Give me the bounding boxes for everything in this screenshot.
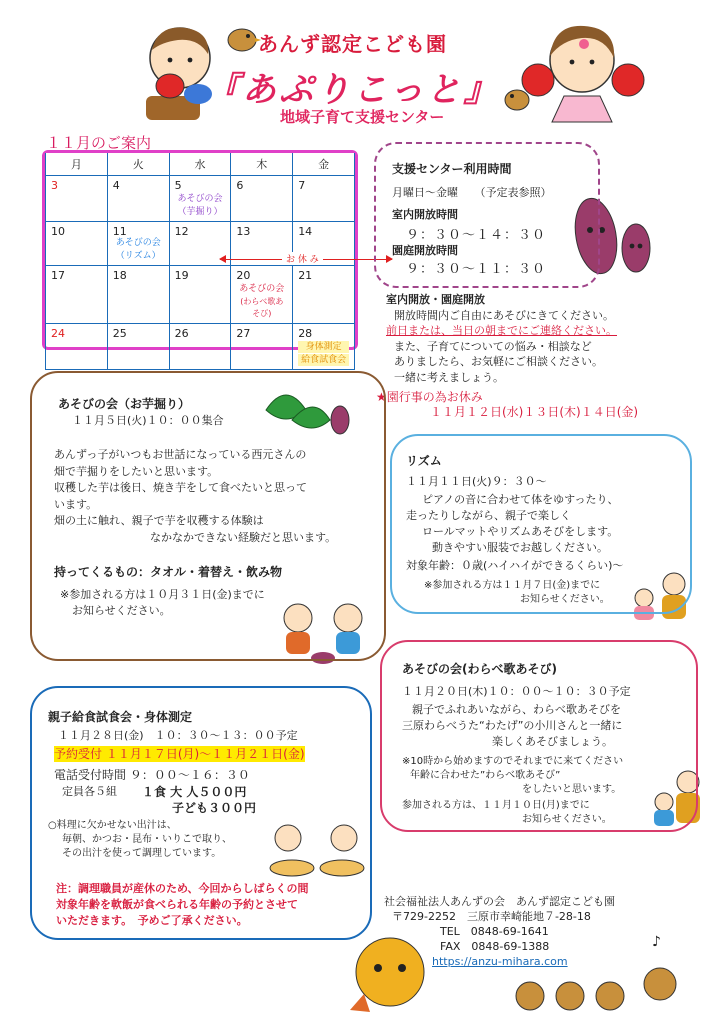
calendar-cell	[46, 221, 108, 265]
day-number: 4	[112, 178, 120, 192]
day-number: 6	[236, 178, 244, 192]
closure-arrow	[220, 252, 392, 266]
body-line: 収穫した芋は後日、焼き芋をして食べたいと思って	[54, 481, 307, 494]
rizumu-body: ピアノの音に合わせて体をゆすったり、	[422, 493, 619, 506]
open-info	[386, 292, 617, 385]
lunch-warning: いただきます。 予めご了承ください。	[56, 914, 248, 927]
support-title: 支援センター利用時間	[392, 162, 512, 176]
lunch-datetime: １１月２８日(金) １０：３０～１３：００予定	[58, 729, 298, 742]
weekday-mon: 月	[46, 153, 108, 175]
warabe-body: 三原わらべうた“わたげ”の小川さんと一緒に	[402, 719, 623, 732]
lunch-title: 親子給食試食会・身体測定	[48, 710, 193, 724]
body-line: 畑の土に触れ、親子で芋を収穫する体験は	[54, 514, 264, 527]
day-number: 14	[298, 224, 313, 238]
day-number: 10	[51, 224, 65, 238]
imohori-bring: 持ってくるもの：タオル・着替え・飲み物	[54, 565, 283, 579]
day-number: 12	[174, 224, 189, 238]
garden-label: 園庭開放時間	[392, 244, 458, 257]
open-line: ありましたら、お気軽にご相談ください。	[394, 355, 603, 368]
lunch-price-adult: １食 大 人５００円	[142, 785, 247, 799]
closure-notice-title: ★園行事の為お休み	[376, 390, 483, 404]
imohori-datetime: １１月５日(火)１０：００集合	[72, 414, 224, 427]
footer	[384, 894, 615, 969]
calendar-cell	[231, 265, 293, 323]
open-line: 一緒に考えましょう。	[394, 370, 504, 384]
day-number: 21	[298, 268, 313, 282]
calendar-cell	[46, 265, 108, 323]
weekday-thu: 木	[231, 153, 293, 175]
event-label: あそびの会	[239, 283, 285, 294]
calendar-cell	[107, 265, 169, 323]
open-contact-note: 前日または、当日の朝までにご連絡ください。	[386, 324, 617, 337]
bird-icon	[222, 22, 262, 56]
footer-url-link[interactable]: https://anzu-mihara.com	[432, 955, 568, 968]
closure-label: お 休 み	[282, 252, 323, 265]
open-line: 開放時間内ご自由にあそびにきてください。	[394, 308, 614, 322]
calendar-title: １１月のご案内	[46, 134, 152, 152]
event-sublabel: （芋掘り）	[177, 206, 223, 217]
lunch-note: その出汁を使って調理しています。	[62, 848, 222, 859]
calendar-cell	[231, 323, 293, 369]
imohori-body	[54, 447, 336, 546]
calendar-cell	[231, 175, 293, 221]
calendar-cell	[169, 175, 231, 221]
rizumu-body: 動きやすい服装でお越しください。	[432, 541, 608, 554]
warabe-note: 参加される方は、１１月１０日(月)までに	[402, 800, 590, 811]
warabe-title: あそびの会(わらべ歌あそび)	[402, 662, 557, 676]
weekday-wed: 水	[169, 153, 231, 175]
lunch-note: ○料理に欠かせない出汁は、	[48, 820, 177, 831]
calendar	[42, 150, 358, 365]
body-line: 畑で芋掘りをしたいと思います。	[54, 464, 219, 478]
footer-address: 〒729-2252 三原市幸崎能地７-28-18	[392, 910, 591, 923]
rizumu-body: 走ったりしながら、親子で楽しく	[406, 509, 571, 522]
support-hours-box	[374, 142, 600, 288]
warabe-body: 親子でふれあいながら、わらべ歌あそびを	[412, 703, 621, 716]
calendar-cell	[107, 323, 169, 369]
warabe-box	[380, 640, 698, 832]
event-sublabel: （リズム）	[115, 250, 161, 261]
closure-notice-dates: １１月１２日(水)１３日(木)１４日(金)	[430, 405, 639, 419]
calendar-cell	[293, 323, 355, 369]
calendar-cell	[293, 265, 355, 323]
weekday-fri: 金	[293, 153, 355, 175]
day-number: 26	[174, 326, 189, 340]
day-number: 20	[236, 268, 251, 282]
day-number: 24	[51, 326, 65, 340]
warabe-note: をしたいと思います。	[522, 784, 622, 795]
day-number: 5	[174, 178, 182, 192]
warabe-note: 年齢に合わせた”わらべ歌あそび”	[410, 770, 561, 781]
indoor-time: ９：３０～１４：３０	[406, 228, 547, 243]
garden-time: ９：３０～１１：３０	[406, 262, 547, 277]
day-number: 17	[51, 268, 65, 282]
rizumu-age: 対象年齢：０歳(ハイハイができるくらい)～	[406, 559, 624, 572]
calendar-cell	[107, 175, 169, 221]
lunch-capacity: 定員各５組	[62, 785, 117, 798]
rizumu-title: リズム	[406, 454, 442, 468]
day-number: 3	[51, 178, 58, 192]
event-label: あそびの会	[115, 237, 161, 248]
warabe-note: お知らせください。	[522, 814, 612, 825]
girl-apple-illustration	[520, 14, 650, 124]
lunch-note: 毎朝、かつお・昆布・いりこで取り、	[62, 834, 232, 845]
lunch-reservation: 予約受付 １１月１７日(月)～１１月２１日(金)	[54, 747, 305, 761]
body-line: います。	[54, 497, 98, 511]
imohori-note: ※参加される方は１０月３１日(金)までに	[60, 588, 265, 601]
indoor-label: 室内開放時間	[392, 208, 458, 221]
footer-org: 社会福祉法人あんずの会 あんず認定こども園	[384, 895, 615, 908]
lunch-warning: 注：調理職員が産休のため、今回からしばらくの間	[56, 882, 309, 895]
warabe-datetime: １１月２０日(木)１０：００～１０：３０予定	[402, 685, 631, 698]
day-number: 13	[236, 224, 251, 238]
open-heading: 室内開放・園庭開放	[386, 293, 485, 306]
lunch-phone-hours: 電話受付時間 ９：００～１６：３０	[54, 768, 250, 782]
rizumu-note: ※参加される方は１１月７日(金)までに	[424, 580, 601, 591]
lunch-price-child: 子ども３００円	[172, 801, 257, 815]
day-number: 19	[174, 268, 189, 282]
event-label: 身体測定	[298, 341, 349, 353]
open-line: また、子育てについての悩み・相談など	[394, 339, 592, 353]
weekday-tue: 火	[107, 153, 169, 175]
calendar-cell	[46, 175, 108, 221]
day-number: 28	[298, 326, 313, 340]
lunch-box	[30, 686, 372, 940]
footer-tel: TEL 0848-69-1641	[440, 925, 549, 938]
lunch-warning: 対象年齢を軟飯が食べられる年齢の予約とさせて	[56, 898, 298, 911]
music-note-icon: ♪	[652, 934, 661, 950]
rizumu-note: お知らせください。	[520, 594, 610, 605]
body-line: あんずっ子がいつもお世話になっている西元さんの	[54, 448, 307, 461]
school-name: あんず認定こども園	[258, 32, 447, 56]
footer-fax: FAX 0848-69-1388	[440, 940, 550, 953]
warabe-body: 楽しくあそびましょう。	[492, 735, 613, 748]
imohori-box	[30, 371, 386, 661]
calendar-cell	[169, 265, 231, 323]
day-number: 25	[112, 326, 127, 340]
event-sublabel: 給食試食会	[298, 354, 349, 366]
day-number: 11	[112, 224, 127, 238]
rizumu-box	[390, 434, 692, 614]
imohori-title: あそびの会（お芋掘り）	[58, 397, 191, 411]
brand-title: 『あぷりこっと』	[205, 70, 501, 110]
day-number: 7	[298, 178, 306, 192]
calendar-cell	[169, 323, 231, 369]
imohori-note: お知らせください。	[72, 604, 171, 617]
day-number: 18	[112, 268, 127, 282]
rizumu-body: ロールマットやリズムあそびをします。	[422, 525, 619, 538]
event-label: あそびの会	[177, 193, 223, 204]
calendar-cell	[46, 323, 108, 369]
warabe-note: ※10時から始めますのでそれまでに来てください	[402, 756, 624, 767]
center-name: 地域子育て支援センター	[280, 108, 445, 126]
support-days: 月曜日～金曜 （予定表参照）	[392, 186, 552, 199]
day-number: 27	[236, 326, 251, 340]
calendar-cell	[107, 221, 169, 265]
event-sublabel: (わらべ歌あそび)	[240, 296, 284, 318]
rizumu-datetime: １１月１１日(火)９：３０～	[406, 475, 547, 488]
body-line: なかなかできない経験だと思います。	[150, 530, 337, 544]
calendar-cell	[293, 175, 355, 221]
